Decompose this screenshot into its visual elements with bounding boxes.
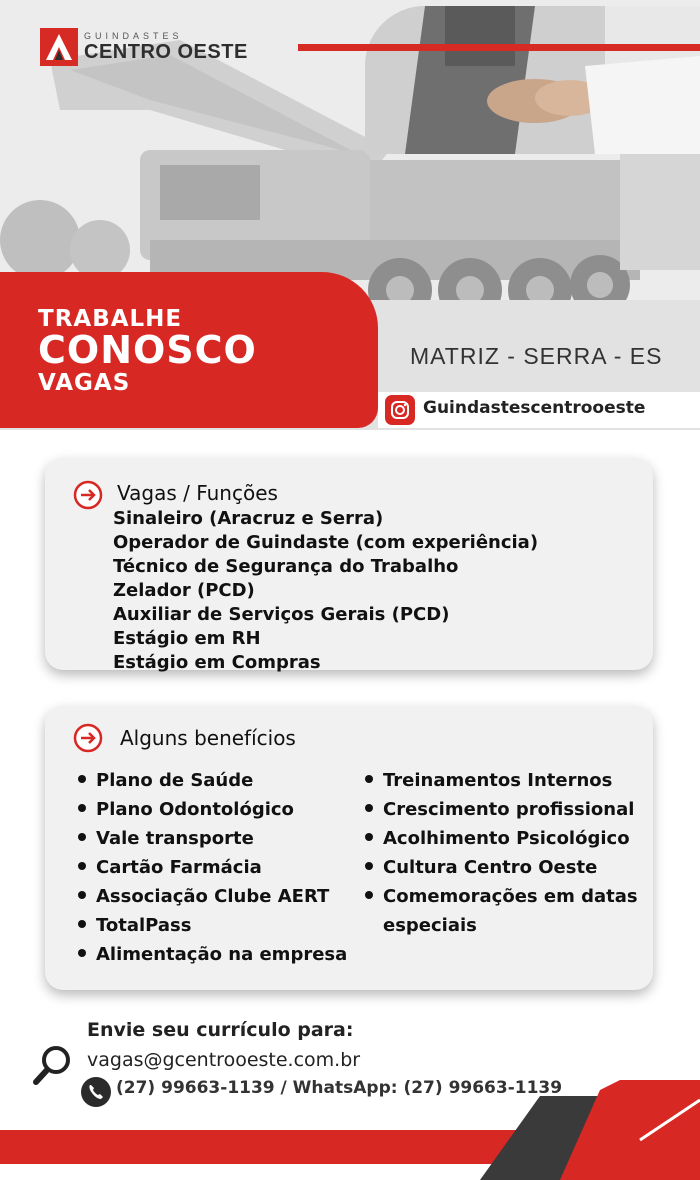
contact-phone[interactable]: (27) 99663-1139 / WhatsApp: (27) 99663-1139 xyxy=(116,1078,563,1098)
job-item: Operador de Guindaste (com experiência) xyxy=(113,532,539,553)
benefit-item: Cultura Centro Oeste xyxy=(365,857,597,878)
logo-mark-icon xyxy=(40,28,78,66)
benefit-item: Plano de Saúde xyxy=(78,770,253,791)
jobs-title: Vagas / Funções xyxy=(117,481,278,505)
header-accent-line xyxy=(298,44,700,51)
benefits-title: Alguns benefícios xyxy=(120,726,296,750)
instagram-handle[interactable]: Guindastescentrooeste xyxy=(423,398,646,418)
benefit-item: Vale transporte xyxy=(78,828,254,849)
headline-line2: CONOSCO xyxy=(38,328,257,372)
company-logo xyxy=(40,28,248,66)
benefit-item: Plano Odontológico xyxy=(78,799,294,820)
handshake-image xyxy=(365,6,700,154)
contact-prompt: Envie seu currículo para: xyxy=(87,1019,354,1041)
arrow-right-icon xyxy=(73,480,103,510)
benefit-item: Treinamentos Internos xyxy=(365,770,612,791)
benefit-item: Cartão Farmácia xyxy=(78,857,262,878)
job-item: Estágio em RH xyxy=(113,628,261,649)
benefit-item: Comemorações em datas xyxy=(365,886,638,907)
instagram-icon[interactable] xyxy=(385,395,415,425)
logo-tagline: GUINDASTES xyxy=(84,31,183,41)
footer-decoration xyxy=(0,1080,700,1180)
contact-email[interactable]: vagas@gcentrooeste.com.br xyxy=(87,1049,361,1071)
job-item: Estágio em Compras xyxy=(113,652,321,673)
benefit-item: Associação Clube AERT xyxy=(78,886,329,907)
logo-name: CENTRO OESTE xyxy=(84,41,248,63)
location-text: MATRIZ - SERRA - ES xyxy=(410,343,663,369)
benefit-item-continuation: especiais xyxy=(383,915,477,936)
benefit-item: Crescimento profissional xyxy=(365,799,634,820)
job-item: Técnico de Segurança do Trabalho xyxy=(113,556,459,577)
benefit-item: Alimentação na empresa xyxy=(78,944,347,965)
job-item: Auxiliar de Serviços Gerais (PCD) xyxy=(113,604,450,625)
benefit-item: TotalPass xyxy=(78,915,191,936)
headline-line1: TRABALHE xyxy=(38,306,183,332)
headline-line3: VAGAS xyxy=(38,370,131,396)
job-item: Sinaleiro (Aracruz e Serra) xyxy=(113,508,384,529)
benefit-item: Acolhimento Psicológico xyxy=(365,828,630,849)
arrow-right-icon xyxy=(73,723,103,753)
job-item: Zelador (PCD) xyxy=(113,580,255,601)
